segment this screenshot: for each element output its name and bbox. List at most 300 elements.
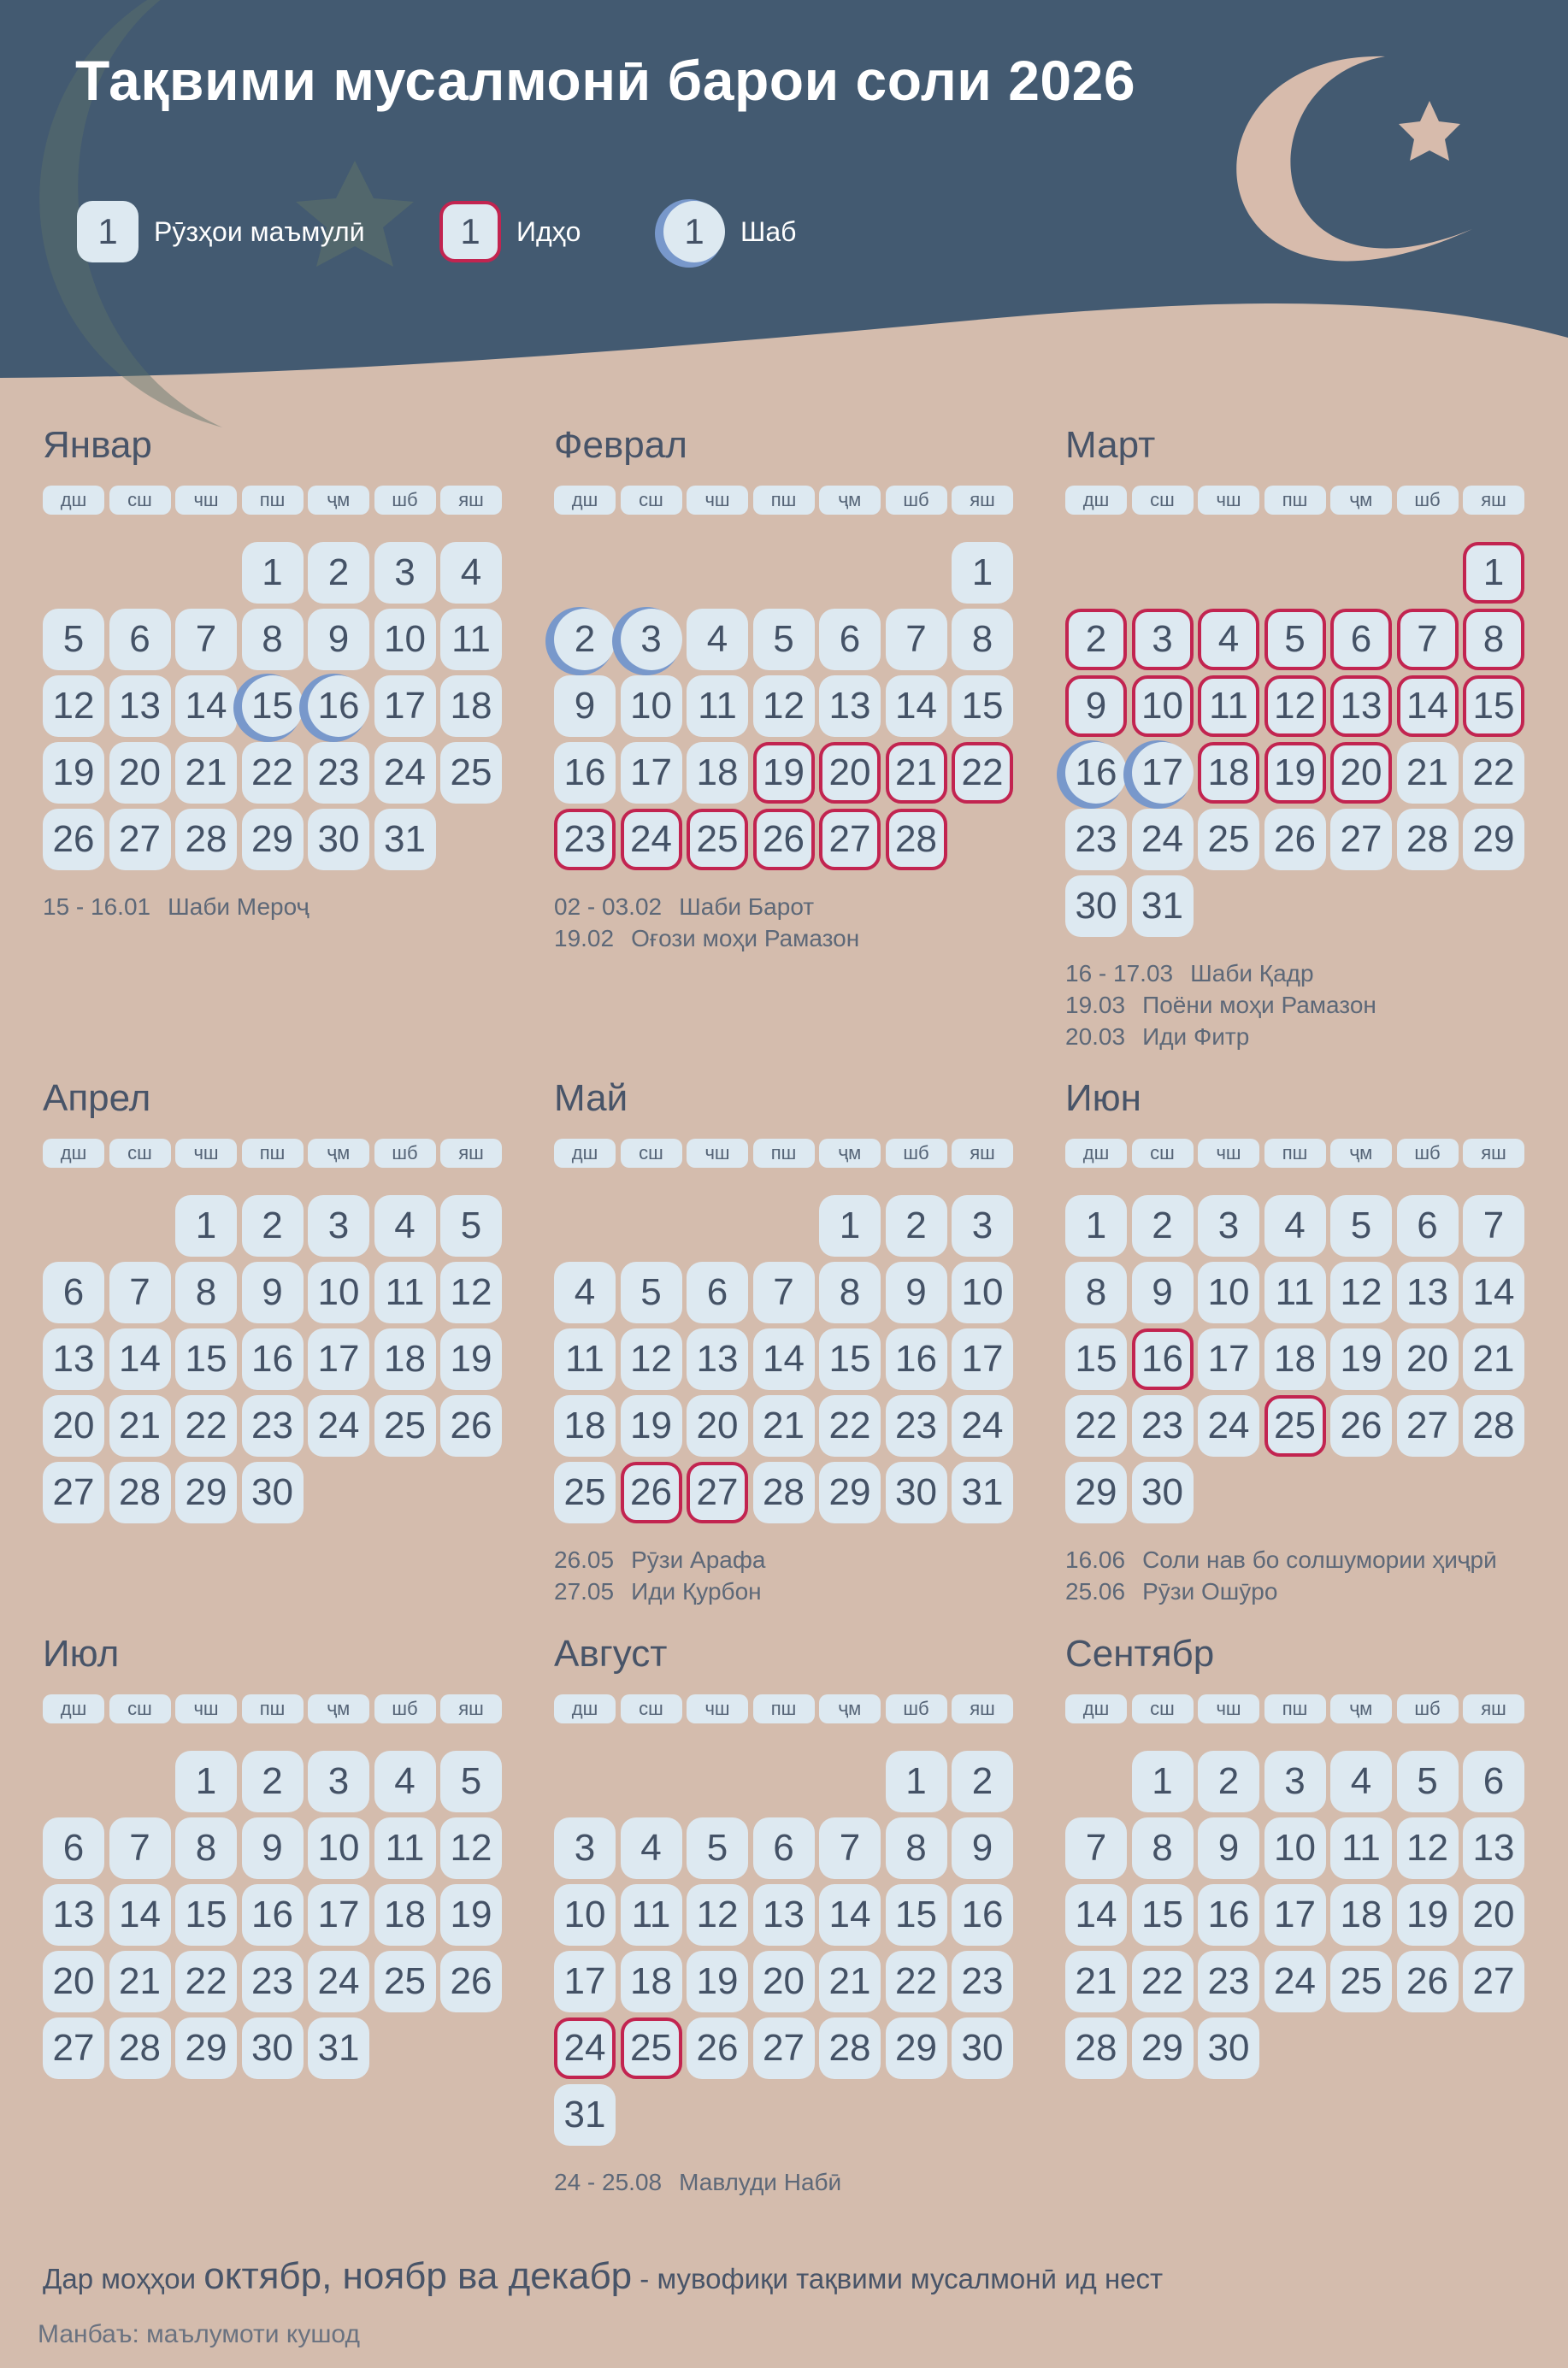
day-number: 21 (109, 1395, 171, 1457)
day-cell (819, 809, 881, 870)
day-number: 12 (43, 675, 104, 737)
day-number: 22 (952, 742, 1013, 804)
weekday-header: пш (242, 1694, 304, 1723)
day-number: 7 (109, 1262, 171, 1323)
day-cell (308, 1817, 369, 1879)
month-notes (554, 2166, 841, 2198)
day-number: 28 (819, 2018, 881, 2079)
legend-holiday (439, 200, 581, 263)
day-cell (1397, 742, 1459, 804)
day-cell (687, 742, 748, 804)
day-cell (242, 1751, 304, 1812)
day-cell (1397, 609, 1459, 670)
day-number: 24 (308, 1951, 369, 2012)
day-number: 16 (242, 1884, 304, 1946)
day-number: 21 (819, 1951, 881, 2012)
day-number: 15 (819, 1328, 881, 1390)
day-number: 2 (1065, 609, 1127, 670)
day-number: 30 (308, 809, 369, 870)
day-cell (175, 809, 237, 870)
day-cell (242, 609, 304, 670)
day-cell (621, 1951, 682, 2012)
day-cell (753, 2018, 815, 2079)
day-cell (554, 1395, 616, 1457)
day-number: 31 (1132, 875, 1194, 937)
day-number: 30 (242, 1462, 304, 1523)
weekday-header: ҷм (819, 1139, 881, 1168)
month-name: Июл (43, 1633, 120, 1675)
day-number: 9 (554, 675, 616, 737)
month-name: Май (554, 1077, 628, 1119)
day-number: 16 (554, 742, 616, 804)
day-number: 19 (1264, 742, 1326, 804)
day-cell (819, 1462, 881, 1523)
weekday-header: сш (621, 486, 682, 515)
day-cell (753, 809, 815, 870)
month-name: Апрел (43, 1077, 151, 1119)
day-number: 4 (687, 609, 748, 670)
day-number: 7 (1463, 1195, 1524, 1257)
event-name: Шаби Барот (679, 893, 815, 920)
day-cell (952, 1751, 1013, 1812)
day-number: 18 (1198, 742, 1259, 804)
day-cell (753, 1951, 815, 2012)
day-cell (1463, 1817, 1524, 1879)
day-cell (687, 1951, 748, 2012)
source-note: Манбаъ: маълумоти кушод (38, 2320, 360, 2348)
day-cell (1397, 1751, 1459, 1812)
day-cell (1330, 742, 1392, 804)
day-number: 12 (1330, 1262, 1392, 1323)
event-name: Шаби Қадр (1190, 960, 1314, 987)
day-cell (952, 742, 1013, 804)
day-number: 27 (1463, 1951, 1524, 2012)
day-number: 22 (886, 1951, 947, 2012)
day-number: 27 (753, 2018, 815, 2079)
weekday-header: дш (1065, 1139, 1127, 1168)
day-cell (687, 809, 748, 870)
event-note (554, 1576, 765, 1607)
day-number: 24 (1264, 1951, 1326, 2012)
day-cell (242, 1328, 304, 1390)
day-number: 23 (886, 1395, 947, 1457)
day-number: 23 (554, 809, 616, 870)
day-cell (1132, 742, 1194, 804)
day-cell (554, 1817, 616, 1879)
day-cell (687, 1262, 748, 1323)
day-number: 24 (554, 2018, 616, 2079)
day-cell (952, 1262, 1013, 1323)
day-cell (1065, 1817, 1127, 1879)
day-cell (109, 2018, 171, 2079)
day-cell (753, 1884, 815, 1946)
day-number: 10 (554, 1884, 616, 1946)
day-number: 7 (819, 1817, 881, 1879)
day-number: 26 (687, 2018, 748, 2079)
day-cell (1397, 1195, 1459, 1257)
weekday-header: пш (753, 1694, 815, 1723)
day-number: 24 (952, 1395, 1013, 1457)
event-date: 25.06 (1065, 1578, 1126, 1605)
day-cell (1198, 2018, 1259, 2079)
day-cell (1463, 1951, 1524, 2012)
weekday-header: сш (1132, 1139, 1194, 1168)
weekday-header: дш (43, 1139, 104, 1168)
day-cell (440, 1395, 502, 1457)
day-number: 4 (621, 1817, 682, 1879)
day-cell (308, 1951, 369, 2012)
day-number: 18 (1264, 1328, 1326, 1390)
weekday-header: шб (374, 486, 436, 515)
day-number: 11 (440, 609, 502, 670)
day-cell (1065, 1951, 1127, 2012)
day-cell (819, 1884, 881, 1946)
day-number: 3 (1264, 1751, 1326, 1812)
day-number: 14 (1397, 675, 1459, 737)
day-number: 15 (1463, 675, 1524, 737)
day-number: 26 (1397, 1951, 1459, 2012)
day-cell (1330, 609, 1392, 670)
month-name: Июн (1065, 1077, 1141, 1119)
day-cell (687, 1817, 748, 1879)
day-cell (1397, 809, 1459, 870)
day-cell (374, 1262, 436, 1323)
day-number: 12 (753, 675, 815, 737)
day-number: 13 (109, 675, 171, 737)
day-number: 10 (1264, 1817, 1326, 1879)
day-cell (621, 675, 682, 737)
day-cell (1198, 1195, 1259, 1257)
day-cell (1132, 1751, 1194, 1812)
event-date: 24 - 25.08 (554, 2169, 663, 2195)
day-cell (440, 1195, 502, 1257)
weekday-header: дш (1065, 1694, 1127, 1723)
day-cell (308, 609, 369, 670)
day-number: 5 (1397, 1751, 1459, 1812)
day-number: 7 (753, 1262, 815, 1323)
day-number: 6 (1330, 609, 1392, 670)
day-number: 20 (109, 742, 171, 804)
day-number: 1 (952, 542, 1013, 604)
day-cell (43, 1884, 104, 1946)
weekday-header: пш (242, 486, 304, 515)
event-note (554, 891, 859, 922)
weekday-header: ҷм (1330, 486, 1392, 515)
weekday-header: шб (886, 1139, 947, 1168)
day-cell (952, 675, 1013, 737)
day-number: 1 (1463, 542, 1524, 604)
day-cell (1198, 809, 1259, 870)
day-number: 28 (753, 1462, 815, 1523)
day-cell (1330, 1884, 1392, 1946)
day-cell (43, 1262, 104, 1323)
day-cell (1065, 1328, 1127, 1390)
day-number: 22 (1463, 742, 1524, 804)
day-number: 8 (1132, 1817, 1194, 1879)
day-cell (308, 2018, 369, 2079)
day-cell (621, 1462, 682, 1523)
day-cell (242, 1817, 304, 1879)
day-cell (1463, 609, 1524, 670)
day-number: 9 (1198, 1817, 1259, 1879)
event-note (1065, 957, 1376, 989)
day-cell (308, 742, 369, 804)
event-name: Рӯзи Арафа (631, 1546, 766, 1573)
day-number: 29 (819, 1462, 881, 1523)
day-number: 24 (1132, 809, 1194, 870)
day-cell (1264, 1195, 1326, 1257)
day-number: 22 (242, 742, 304, 804)
footer-highlight: октябр, ноябр ва декабр (203, 2255, 633, 2297)
day-cell (1264, 675, 1326, 737)
day-number: 19 (43, 742, 104, 804)
day-cell (1132, 1951, 1194, 2012)
day-cell (1264, 1951, 1326, 2012)
day-cell (886, 1751, 947, 1812)
day-number: 3 (308, 1195, 369, 1257)
day-cell (621, 609, 682, 670)
day-number: 2 (554, 609, 616, 670)
day-cell (175, 1951, 237, 2012)
day-cell (374, 742, 436, 804)
day-number: 4 (1198, 609, 1259, 670)
day-number: 5 (43, 609, 104, 670)
weekday-header: шб (1397, 1139, 1459, 1168)
day-number: 25 (440, 742, 502, 804)
day-number: 27 (1397, 1395, 1459, 1457)
day-cell (1065, 1195, 1127, 1257)
weekday-header: сш (109, 1694, 171, 1723)
month-name: Март (1065, 424, 1156, 466)
day-number: 6 (1397, 1195, 1459, 1257)
day-number: 8 (1065, 1262, 1127, 1323)
weekday-header: чш (687, 1139, 748, 1168)
day-number: 13 (43, 1328, 104, 1390)
day-cell (687, 1462, 748, 1523)
day-number: 12 (621, 1328, 682, 1390)
event-date: 16 - 17.03 (1065, 960, 1174, 987)
day-cell (886, 1328, 947, 1390)
day-cell (819, 1328, 881, 1390)
day-number: 16 (308, 675, 369, 737)
event-date: 20.03 (1065, 1023, 1126, 1050)
weekday-header: пш (1264, 1694, 1326, 1723)
day-cell (1065, 1395, 1127, 1457)
day-number: 25 (554, 1462, 616, 1523)
day-cell (175, 675, 237, 737)
day-number: 6 (43, 1262, 104, 1323)
day-number: 2 (952, 1751, 1013, 1812)
day-cell (374, 1951, 436, 2012)
day-number: 5 (621, 1262, 682, 1323)
day-number: 8 (175, 1262, 237, 1323)
day-cell (308, 1395, 369, 1457)
day-cell (554, 2018, 616, 2079)
day-number: 5 (440, 1751, 502, 1812)
day-cell (952, 1462, 1013, 1523)
month-notes (554, 891, 859, 954)
day-number: 23 (1132, 1395, 1194, 1457)
day-number: 7 (109, 1817, 171, 1879)
day-cell (554, 675, 616, 737)
day-cell (819, 2018, 881, 2079)
day-number: 8 (242, 609, 304, 670)
day-cell (1065, 609, 1127, 670)
day-number: 18 (374, 1884, 436, 1946)
day-cell (1132, 1817, 1194, 1879)
day-cell (952, 1328, 1013, 1390)
day-number: 14 (175, 675, 237, 737)
day-number: 9 (1132, 1262, 1194, 1323)
day-number: 21 (109, 1951, 171, 2012)
weekday-header: дш (554, 1139, 616, 1168)
month-name: Январ (43, 424, 152, 466)
weekday-header: шб (374, 1694, 436, 1723)
weekday-header: чш (1198, 486, 1259, 515)
weekday-header: пш (753, 1139, 815, 1168)
day-cell (819, 1195, 881, 1257)
weekday-header: чш (175, 1694, 237, 1723)
day-number: 29 (175, 2018, 237, 2079)
weekday-header: дш (1065, 486, 1127, 515)
day-cell (1330, 1751, 1392, 1812)
day-cell (242, 1195, 304, 1257)
day-number: 8 (819, 1262, 881, 1323)
event-date: 27.05 (554, 1578, 615, 1605)
day-number: 25 (687, 809, 748, 870)
day-number: 12 (687, 1884, 748, 1946)
day-cell (242, 1884, 304, 1946)
day-cell (1198, 609, 1259, 670)
day-cell (1397, 1817, 1459, 1879)
day-number: 27 (43, 1462, 104, 1523)
day-number: 13 (753, 1884, 815, 1946)
day-number: 2 (242, 1751, 304, 1812)
day-cell (440, 1262, 502, 1323)
day-number: 9 (242, 1262, 304, 1323)
day-number: 4 (374, 1195, 436, 1257)
day-number: 29 (242, 809, 304, 870)
day-number: 15 (242, 675, 304, 737)
weekday-header: яш (1463, 486, 1524, 515)
day-number: 3 (952, 1195, 1013, 1257)
day-cell (308, 1751, 369, 1812)
day-cell (1065, 675, 1127, 737)
weekday-header: сш (1132, 1694, 1194, 1723)
day-cell (1065, 1462, 1127, 1523)
weekday-header: ҷм (308, 486, 369, 515)
day-number: 23 (308, 742, 369, 804)
footer-suffix: - мувофиқи тақвими мусалмонӣ ид нест (632, 2263, 1164, 2294)
event-date: 19.03 (1065, 992, 1126, 1018)
day-number: 4 (1264, 1195, 1326, 1257)
day-cell (308, 1328, 369, 1390)
day-cell (1198, 675, 1259, 737)
day-number: 30 (952, 2018, 1013, 2079)
day-cell (687, 609, 748, 670)
day-cell (109, 742, 171, 804)
footer-note (43, 2255, 1163, 2298)
day-cell (1065, 2018, 1127, 2079)
day-cell (242, 809, 304, 870)
day-number: 18 (440, 675, 502, 737)
day-number: 13 (1330, 675, 1392, 737)
event-name: Рӯзи Ошӯро (1142, 1578, 1278, 1605)
day-number: 18 (687, 742, 748, 804)
day-number: 10 (952, 1262, 1013, 1323)
day-cell (753, 1462, 815, 1523)
day-cell (1463, 1262, 1524, 1323)
day-cell (554, 742, 616, 804)
day-cell (374, 1751, 436, 1812)
day-number: 4 (554, 1262, 616, 1323)
day-cell (1264, 1817, 1326, 1879)
day-cell (621, 2018, 682, 2079)
day-number: 12 (440, 1817, 502, 1879)
event-note (1065, 1576, 1497, 1607)
day-number: 1 (175, 1195, 237, 1257)
day-cell (886, 1951, 947, 2012)
day-cell (1132, 875, 1194, 937)
day-number: 17 (952, 1328, 1013, 1390)
weekday-header: шб (886, 486, 947, 515)
day-number: 20 (1463, 1884, 1524, 1946)
day-cell (440, 1951, 502, 2012)
day-number: 26 (1330, 1395, 1392, 1457)
weekday-header: ҷм (308, 1694, 369, 1723)
weekday-header: дш (43, 486, 104, 515)
day-cell (687, 1328, 748, 1390)
day-number: 15 (1065, 1328, 1127, 1390)
day-number: 19 (753, 742, 815, 804)
day-cell (621, 1262, 682, 1323)
day-cell (952, 1395, 1013, 1457)
footer-prefix: Дар моҳҳои (43, 2263, 204, 2294)
legend-normal (77, 200, 365, 263)
day-cell (43, 2018, 104, 2079)
event-name: Поёни моҳи Рамазон (1142, 992, 1376, 1018)
day-cell (440, 1328, 502, 1390)
day-cell (175, 1751, 237, 1812)
day-number: 7 (1065, 1817, 1127, 1879)
day-cell (753, 1262, 815, 1323)
day-number: 21 (1463, 1328, 1524, 1390)
day-number: 3 (374, 542, 436, 604)
day-number: 17 (1132, 742, 1194, 804)
day-number: 16 (886, 1328, 947, 1390)
event-name: Соли нав бо солшумории ҳиҷрӣ (1142, 1546, 1497, 1573)
day-cell (242, 542, 304, 604)
weekday-header: чш (687, 486, 748, 515)
legend-normal-label: Рӯзҳои маъмулӣ (154, 215, 365, 247)
day-number: 11 (1198, 675, 1259, 737)
day-cell (43, 1462, 104, 1523)
day-cell (1065, 809, 1127, 870)
day-number: 7 (175, 609, 237, 670)
month-notes (43, 891, 309, 922)
day-number: 29 (886, 2018, 947, 2079)
event-date: 19.02 (554, 925, 615, 951)
day-cell (952, 1884, 1013, 1946)
day-number: 1 (1065, 1195, 1127, 1257)
day-cell (753, 1817, 815, 1879)
day-cell (43, 1951, 104, 2012)
day-number: 6 (1463, 1751, 1524, 1812)
day-number: 5 (753, 609, 815, 670)
day-cell (43, 609, 104, 670)
weekday-header: дш (43, 1694, 104, 1723)
weekday-header: сш (621, 1694, 682, 1723)
